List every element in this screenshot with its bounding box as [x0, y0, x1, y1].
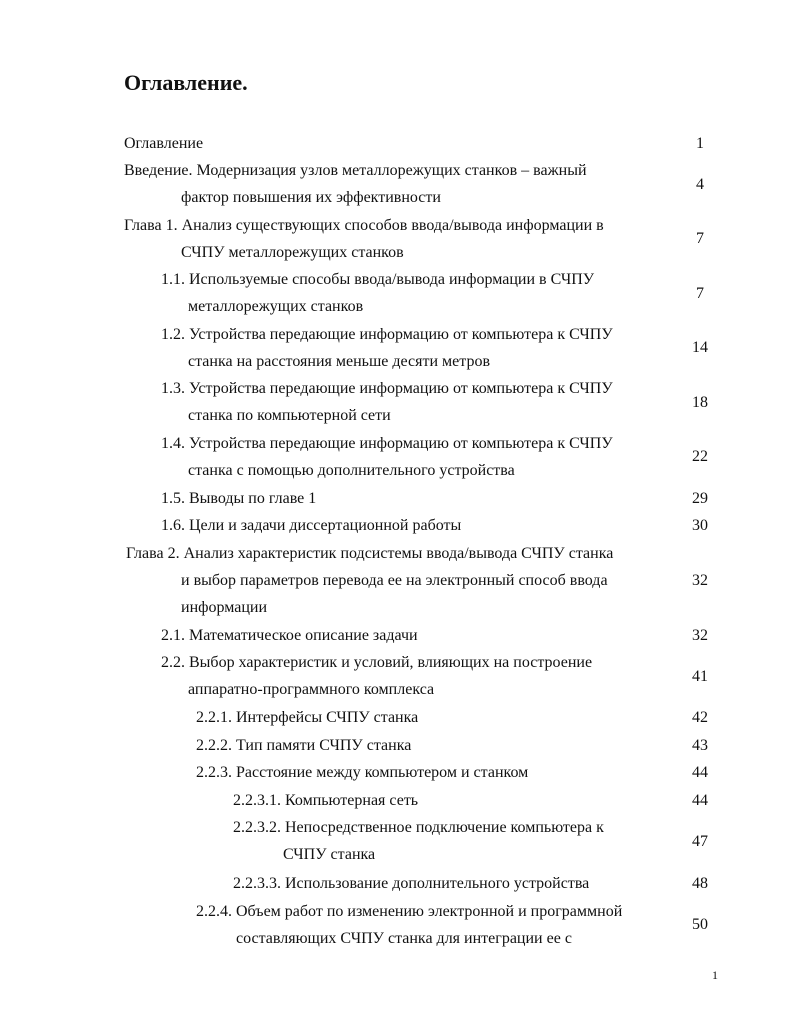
toc-page-number: 48 [692, 875, 708, 892]
toc-entry-text: 1.1. Используемые способы ввода/вывода информации в СЧПУ [161, 271, 595, 288]
toc-entry-text: 1.6. Цели и задачи диссертационной работы [161, 517, 462, 534]
toc-entry-text: станка на расстояния меньше десяти метров [188, 353, 491, 370]
toc-entry-text: аппаратно-программного комплекса [188, 681, 435, 698]
toc-entry-text: СЧПУ металлорежущих станков [181, 244, 404, 261]
toc-page-number: 42 [692, 709, 708, 726]
toc-entry-text: 1.3. Устройства передающие информацию от компьютера к СЧПУ [161, 380, 613, 397]
toc-entry-text: 2.2.3. Расстояние между компьютером и станком [196, 764, 529, 781]
toc-entry-text: составляющих СЧПУ станка для интеграции ее с [236, 930, 572, 947]
toc-entry-text: информации [181, 599, 268, 616]
toc-page-number: 22 [692, 448, 708, 465]
toc-page-number: 29 [692, 490, 708, 507]
toc-page-number: 7 [696, 230, 704, 247]
toc-entry-text: Глава 1. Анализ существующих способов ввода/вывода информации в [124, 217, 604, 234]
page-title: Оглавление. [124, 70, 248, 95]
toc-entry-text: 2.1. Математическое описание задачи [161, 627, 418, 644]
toc-page-number: 43 [692, 737, 708, 754]
toc-page-number: 32 [692, 572, 708, 589]
toc-entry-text: Оглавление [124, 135, 204, 152]
toc-entry-text: 2.2.3.1. Компьютерная сеть [233, 792, 419, 809]
toc-page-number: 44 [692, 764, 708, 781]
toc-page-number: 47 [692, 833, 708, 850]
toc-page-number: 50 [692, 916, 708, 933]
toc-entry-text: 2.2.2. Тип памяти СЧПУ станка [196, 737, 412, 754]
toc-page-number: 1 [696, 135, 704, 152]
toc-entry-text: металлорежущих станков [188, 298, 364, 315]
toc-entry-text: Введение. Модернизация узлов металлорежущих станков – важный [124, 162, 587, 179]
toc-entry-text: Глава 2. Анализ характеристик подсистемы ввода/вывода СЧПУ станка [126, 545, 614, 562]
toc-page-number: 14 [692, 339, 708, 356]
toc-entry-text: СЧПУ станка [283, 846, 376, 863]
toc-entry-text: 1.4. Устройства передающие информацию от компьютера к СЧПУ [161, 435, 613, 452]
toc-entry-text: станка по компьютерной сети [188, 407, 391, 424]
footer-page-number: 1 [712, 968, 718, 982]
toc-entry-text: 2.2.1. Интерфейсы СЧПУ станка [196, 709, 419, 726]
toc-page-number: 44 [692, 792, 708, 809]
toc-page-number: 18 [692, 394, 708, 411]
toc-entry-text: 1.5. Выводы по главе 1 [161, 490, 317, 507]
toc-entry-text: 2.2.3.2. Непосредственное подключение компьютера к [233, 819, 604, 836]
toc-page-number: 4 [696, 176, 704, 193]
toc-page-number: 7 [696, 285, 704, 302]
toc-entry-text: 2.2.3.3. Использование дополнительного устройства [233, 875, 590, 892]
toc-page-number: 41 [692, 668, 708, 685]
toc-entry-text: 2.2. Выбор характеристик и условий, влияющих на построение [161, 654, 593, 671]
toc-entry-text: 2.2.4. Объем работ по изменению электронной и программной [196, 903, 623, 920]
toc-page-number: 30 [692, 517, 708, 534]
toc-page-number: 32 [692, 627, 708, 644]
toc-entry-text: 1.2. Устройства передающие информацию от компьютера к СЧПУ [161, 326, 613, 343]
toc-entry-text: и выбор параметров перевода ее на электронный способ ввода [181, 572, 608, 589]
toc-entry-text: фактор повышения их эффективности [181, 189, 441, 206]
toc-entry-text: станка с помощью дополнительного устройства [188, 462, 515, 479]
